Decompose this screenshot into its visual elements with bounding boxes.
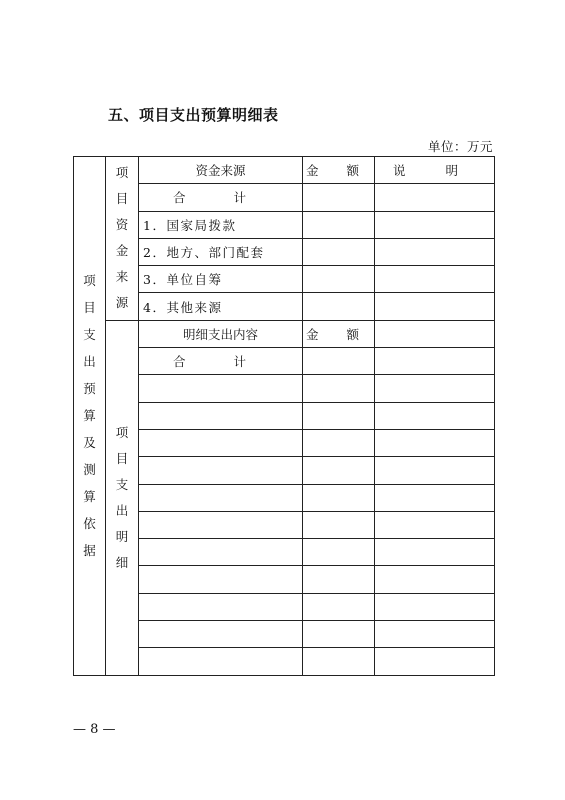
amount-cell[interactable] [303,293,375,320]
funding-item-label: 1．国家局拨款 [139,211,303,238]
amount-cell[interactable] [303,511,375,538]
amount-cell[interactable] [303,593,375,620]
note-cell[interactable] [375,402,495,429]
note-cell[interactable] [375,593,495,620]
note-cell[interactable] [375,293,495,320]
expense-detail-label: 项目支出明细 [106,320,139,675]
funding-item-label: 3．单位自筹 [139,266,303,293]
funding-source-label: 项目资金来源 [106,157,139,321]
header-detail-amount: 金 额 [303,320,375,347]
amount-cell[interactable] [303,648,375,675]
note-cell[interactable] [375,266,495,293]
note-cell[interactable] [375,648,495,675]
content-cell[interactable] [139,566,303,593]
unit-label: 单位：万元 [427,139,493,154]
funding-total-note-cell[interactable] [375,184,495,211]
content-cell[interactable] [139,402,303,429]
note-cell[interactable] [375,211,495,238]
header-note: 说 明 [375,157,495,184]
amount-cell[interactable] [303,566,375,593]
note-cell[interactable] [375,348,495,375]
note-cell[interactable] [375,457,495,484]
amount-cell[interactable] [303,429,375,456]
amount-cell[interactable] [303,539,375,566]
note-cell[interactable] [375,320,495,347]
content-cell[interactable] [139,511,303,538]
budget-basis-label: 项目支出预算及测算依据 [74,157,106,676]
note-cell[interactable] [375,429,495,456]
amount-cell[interactable] [303,375,375,402]
amount-cell[interactable] [303,348,375,375]
note-cell[interactable] [375,566,495,593]
header-detail-content: 明细支出内容 [139,320,303,347]
content-cell[interactable] [139,429,303,456]
amount-cell[interactable] [303,457,375,484]
content-cell[interactable] [139,593,303,620]
content-cell[interactable] [139,375,303,402]
funding-total-label: 合 计 [139,184,303,211]
amount-cell[interactable] [303,402,375,429]
content-cell[interactable] [139,539,303,566]
amount-cell[interactable] [303,621,375,648]
section-title: 五、项目支出预算明细表 [108,106,279,124]
amount-cell[interactable] [303,211,375,238]
funding-header-row [74,157,495,184]
budget-detail-table [73,156,495,676]
header-amount: 金 额 [303,157,375,184]
funding-total-amount-cell[interactable] [303,184,375,211]
content-cell[interactable] [139,621,303,648]
detail-header-row [74,320,495,347]
page-number: — 8 — [73,722,116,737]
note-cell[interactable] [375,375,495,402]
note-cell[interactable] [375,621,495,648]
note-cell[interactable] [375,238,495,265]
funding-item-label: 2．地方、部门配套 [139,238,303,265]
content-cell[interactable] [139,484,303,511]
header-funding-source: 资金来源 [139,157,303,184]
note-cell[interactable] [375,511,495,538]
content-cell[interactable] [139,457,303,484]
content-cell[interactable] [139,648,303,675]
detail-total-label: 合 计 [139,348,303,375]
funding-item-label: 4．其他来源 [139,293,303,320]
amount-cell[interactable] [303,238,375,265]
note-cell[interactable] [375,484,495,511]
note-cell[interactable] [375,539,495,566]
amount-cell[interactable] [303,266,375,293]
amount-cell[interactable] [303,484,375,511]
